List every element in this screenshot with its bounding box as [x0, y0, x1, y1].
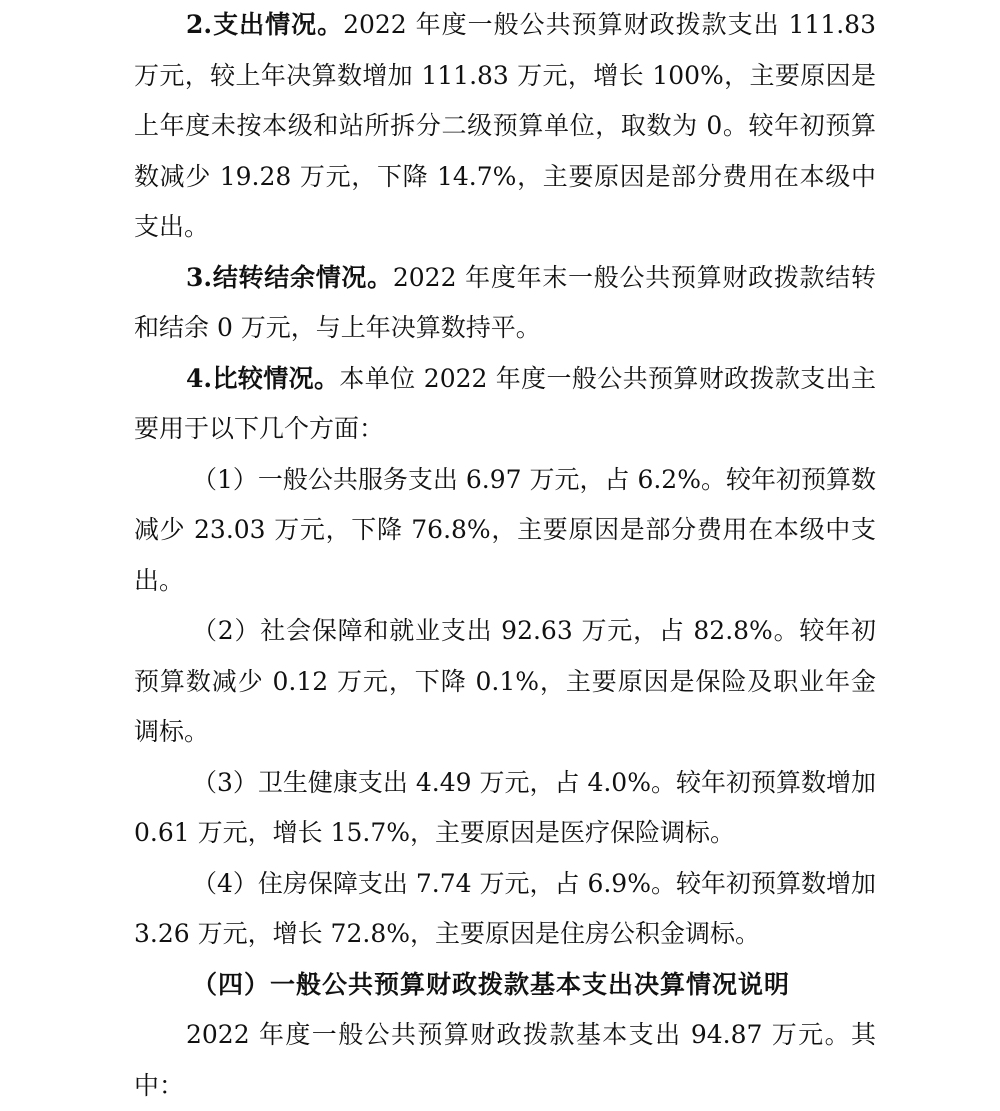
paragraph-item-2 — [134, 606, 876, 758]
paragraph-comparison — [134, 354, 876, 455]
section-heading: （四）一般公共预算财政拨款基本支出决算情况说明 — [192, 969, 791, 999]
heading-expenditure: 2.支出情况。 — [186, 10, 344, 39]
text-item-3: （3）卫生健康支出 4.49 万元，占 4.0%。较年初预算数增加 0.61 万元，增长 15.7%，主要原因是医疗保险调标。 — [134, 767, 876, 847]
paragraph-basic-expenditure: 2022 年度一般公共预算财政拨款基本支出 94.87 万元。其中： — [134, 1020, 876, 1100]
heading-carryover: 3.结转结余情况。 — [186, 262, 393, 292]
text-comparison: 本单位 2022 年度一般公共预算财政拨款支出主要用于以下几个方面： — [134, 363, 876, 443]
paragraph-item-3 — [134, 758, 876, 859]
text-item-4: （4）住房保障支出 7.74 万元，占 6.9%。较年初预算数增加 3.26 万元，增长 72.8%，主要原因是住房公积金调标。 — [134, 868, 876, 948]
paragraph-carryover — [134, 253, 876, 354]
paragraph-expenditure — [134, 0, 876, 253]
text-item-2: （2）社会保障和就业支出 92.63 万元，占 82.8%。较年初预算数减少 0.12 万元，下降 0.1%，主要原因是保险及职业年金调标。 — [134, 616, 876, 746]
text-carryover: 2022 年度年末一般公共预算财政拨款结转和结余 0 万元，与上年决算数持平。 — [134, 262, 876, 342]
document-page — [134, 0, 876, 1111]
paragraph-item-4 — [134, 859, 876, 960]
text-item-1: （1）一般公共服务支出 6.97 万元，占 6.2%。较年初预算数减少 23.03 万元，下降 76.8%，主要原因是部分费用在本级中支出。 — [134, 464, 876, 595]
heading-comparison: 4.比较情况。 — [186, 363, 340, 393]
paragraph-item-1 — [134, 455, 876, 607]
text-expenditure: 2022 年度一般公共预算财政拨款支出 111.83 万元，较上年决算数增加 111.83 万元，增长 100%，主要原因是上年度未按本级和站所拆分二级预算单位，取数为 0。较年初预算数减少 19.28 万元，下降 14.7%，主要原因是部分费用在本级中支出。 — [134, 10, 876, 241]
